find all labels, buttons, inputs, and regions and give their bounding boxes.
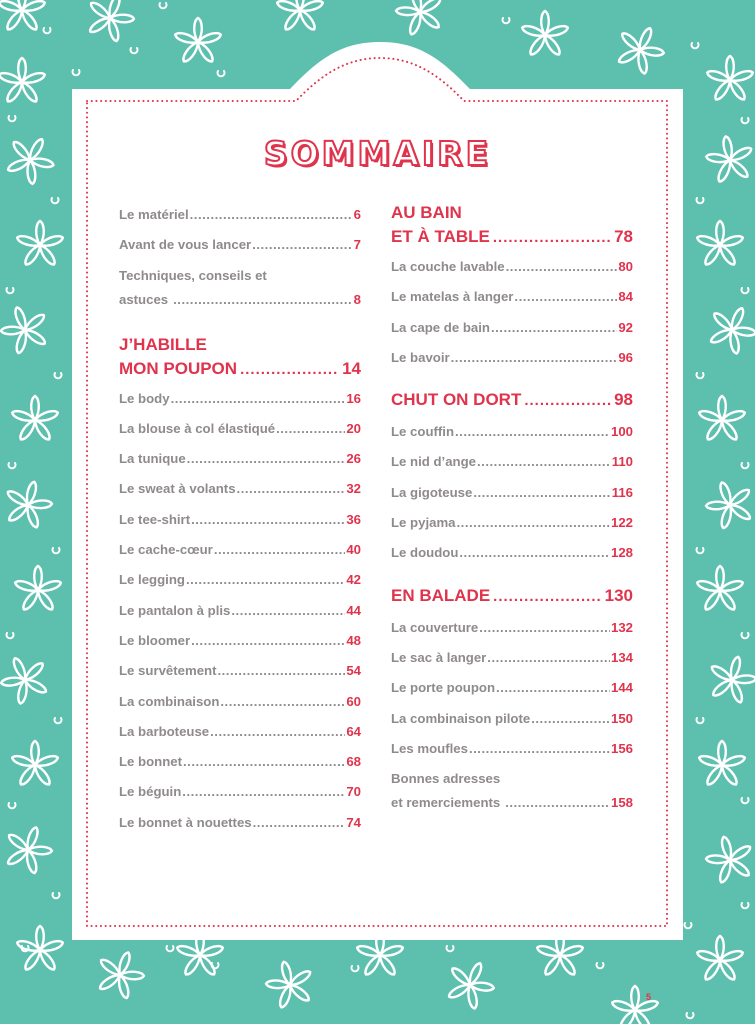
dot-leader (505, 791, 610, 815)
dot-leader (455, 417, 610, 447)
section-title-line2: MON POUPON (119, 358, 238, 378)
toc-entry-label: La couverture (391, 619, 479, 635)
dot-leader (252, 230, 352, 260)
toc-entry-label: Le bonnet à nouettes (119, 814, 252, 830)
toc-left-column (119, 200, 361, 838)
dot-leader (191, 626, 345, 656)
section-page: 78 (614, 227, 633, 246)
section-title: CHUT ON DORT (391, 390, 522, 410)
toc-entry[interactable] (391, 417, 633, 447)
dot-leader (459, 538, 610, 568)
toc-entry-page: 36 (346, 511, 361, 527)
toc-entry-page: 158 (610, 795, 633, 811)
toc-entry-label: Le béguin (119, 784, 182, 800)
section-title-line1: J’HABILLE (119, 334, 207, 354)
section-title-line1: AU BAIN (391, 203, 462, 222)
dot-leader (253, 808, 346, 838)
toc-entry-page: 6 (353, 207, 361, 222)
dot-leader (506, 252, 618, 282)
toc-section-heading[interactable] (391, 202, 633, 250)
toc-entry-label-line1: Bonnes adresses (391, 771, 501, 787)
toc-entry[interactable] (391, 478, 633, 508)
dot-leader (186, 565, 345, 595)
dot-leader (182, 777, 345, 807)
dot-leader (493, 582, 601, 612)
dot-leader (479, 613, 610, 643)
toc-entry[interactable] (119, 565, 361, 595)
toc-entry-page: 80 (618, 259, 633, 274)
toc-entry[interactable] (119, 200, 361, 230)
dot-leader (210, 717, 345, 747)
toc-entry-label: Le pyjama (391, 515, 456, 531)
toc-entry-label: Le doudou (391, 545, 459, 561)
toc-entry-label: Le tee-shirt (119, 511, 191, 527)
toc-entry-label: Avant de vous lancer (119, 237, 252, 253)
section-page: 130 (604, 585, 633, 605)
toc-entry-page: 92 (618, 319, 633, 335)
toc-entry-label: Le matériel (119, 207, 189, 222)
toc-entry-page: 84 (618, 289, 633, 305)
dot-leader (173, 288, 353, 312)
toc-entry-page: 110 (611, 454, 633, 470)
toc-entry[interactable] (391, 613, 633, 643)
toc-entry-label: La tunique (119, 451, 186, 467)
toc-entry-label-line1: Techniques, conseils et (119, 267, 267, 283)
dot-leader (477, 447, 611, 477)
toc-entry-page: 48 (346, 632, 361, 648)
toc-entry[interactable] (119, 535, 361, 565)
dot-leader (473, 478, 610, 508)
toc-entry[interactable] (391, 282, 633, 312)
toc-entry-label: Le nid d’ange (391, 454, 476, 470)
toc-entry-page: 32 (346, 481, 361, 497)
toc-entry[interactable] (391, 538, 633, 568)
dot-leader (191, 505, 345, 535)
toc-entry[interactable] (391, 767, 633, 819)
toc-entry[interactable] (391, 343, 633, 373)
toc-entry-page: 100 (610, 424, 633, 440)
toc-entry-label-line2: astuces (119, 291, 169, 307)
dot-leader (276, 414, 345, 444)
dot-leader (457, 508, 610, 538)
dot-leader (240, 357, 339, 383)
toc-entry[interactable] (119, 687, 361, 717)
toc-entry[interactable] (119, 384, 361, 414)
toc-entry-page: 26 (346, 451, 361, 467)
toc-entry[interactable] (119, 414, 361, 444)
toc-entry[interactable] (391, 704, 633, 734)
toc-entry-label: Le legging (119, 572, 185, 588)
dot-leader (451, 343, 618, 373)
toc-entry-page: 96 (618, 349, 633, 365)
toc-entry-page: 7 (353, 237, 361, 253)
dot-leader (214, 535, 346, 565)
dot-leader (496, 673, 610, 703)
section-title: EN BALADE (391, 585, 491, 605)
toc-entry-page: 74 (346, 814, 361, 830)
toc-entry[interactable] (119, 717, 361, 747)
toc-entry[interactable] (391, 508, 633, 538)
dot-leader (237, 474, 346, 504)
toc-entry-label: Le bloomer (119, 632, 191, 648)
toc-entry-label: Le sac à langer (391, 649, 487, 665)
toc-entry[interactable] (119, 777, 361, 807)
toc-entry-label: Les moufles (391, 740, 468, 756)
toc-right-column (391, 202, 633, 819)
toc-entry[interactable] (119, 747, 361, 777)
toc-entry-page: 134 (610, 649, 633, 665)
toc-entry-page: 44 (346, 602, 361, 618)
toc-entry[interactable] (119, 474, 361, 504)
toc-entry-page: 60 (346, 693, 361, 709)
section-title-line2: ET À TABLE (391, 227, 490, 246)
toc-entry-page: 16 (346, 390, 361, 406)
toc-entry-label: Le survêtement (119, 663, 217, 679)
dot-leader (514, 282, 617, 312)
toc-entry[interactable] (119, 656, 361, 686)
toc-section-heading[interactable] (119, 334, 361, 382)
toc-entry-page: 68 (346, 754, 361, 770)
toc-entry-page: 20 (346, 420, 361, 436)
toc-entry[interactable] (119, 505, 361, 535)
page-number: 5 (646, 992, 652, 1002)
toc-entry-page: 40 (346, 542, 361, 558)
dot-leader (171, 384, 346, 414)
section-page: 98 (614, 390, 633, 410)
toc-entry-label: Le pantalon à plis (119, 602, 231, 618)
toc-entry[interactable] (391, 447, 633, 477)
toc-entry-label: Le cache-cœur (119, 542, 213, 558)
toc-entry-label: Le couffin (391, 424, 455, 440)
dot-leader (469, 734, 610, 764)
dot-leader (187, 444, 346, 474)
toc-entry-label: La gigoteuse (391, 484, 473, 500)
toc-entry[interactable] (119, 230, 361, 260)
toc-entry[interactable] (391, 313, 633, 343)
toc-entry-page: 132 (610, 619, 633, 635)
toc-entry-page: 128 (610, 545, 633, 561)
toc-entry[interactable] (119, 808, 361, 838)
toc-entry-label: Le bonnet (119, 754, 183, 770)
toc-entry-label: Le porte poupon (391, 680, 496, 696)
toc-entry-label: Le bavoir (391, 349, 450, 365)
toc-entry-label-line2: et remerciements (391, 795, 501, 811)
toc-section-heading[interactable] (391, 581, 633, 611)
toc-entry-page: 54 (346, 663, 361, 679)
dot-leader (217, 656, 345, 686)
toc-entry-page: 144 (610, 680, 633, 696)
dot-leader (491, 313, 617, 343)
toc-entry[interactable] (391, 734, 633, 764)
dot-leader (524, 386, 611, 416)
section-page: 14 (342, 358, 361, 378)
toc-entry-label: La cape de bain (391, 319, 490, 335)
toc-entry-page: 116 (611, 484, 633, 500)
toc-entry-label: La combinaison pilote (391, 710, 531, 726)
toc-entry-page: 8 (353, 291, 361, 307)
toc-entry-page: 42 (346, 572, 361, 588)
toc-entry-label: Le sweat à volants (119, 481, 236, 497)
toc-entry-page: 122 (610, 515, 633, 531)
dot-leader (183, 747, 345, 777)
toc-entry-label: Le matelas à langer (391, 289, 514, 305)
dot-leader (493, 225, 611, 251)
toc-entry[interactable] (119, 444, 361, 474)
toc-section-heading[interactable] (391, 385, 633, 415)
page-title: SOMMAIRE (263, 134, 492, 173)
dot-leader (531, 704, 610, 734)
dot-leader (487, 643, 610, 673)
toc-entry-page: 70 (346, 784, 361, 800)
dot-leader (190, 200, 353, 230)
toc-entry-label: La combinaison (119, 693, 220, 709)
toc-entry[interactable] (391, 673, 633, 703)
toc-entry[interactable] (119, 626, 361, 656)
toc-entry[interactable] (391, 643, 633, 673)
dot-leader (220, 687, 345, 717)
toc-entry[interactable] (391, 252, 633, 282)
dot-leader (231, 596, 345, 626)
toc-entry[interactable] (119, 264, 361, 316)
toc-entry-label: La barboteuse (119, 723, 210, 739)
toc-entry-label: La couche lavable (391, 259, 505, 274)
toc-entry-label: Le body (119, 390, 170, 406)
toc-entry-label: La blouse à col élastiqué (119, 420, 276, 436)
toc-entry-page: 150 (610, 710, 633, 726)
toc-entry[interactable] (119, 596, 361, 626)
toc-entry-page: 156 (610, 740, 633, 756)
toc-entry-page: 64 (346, 723, 361, 739)
